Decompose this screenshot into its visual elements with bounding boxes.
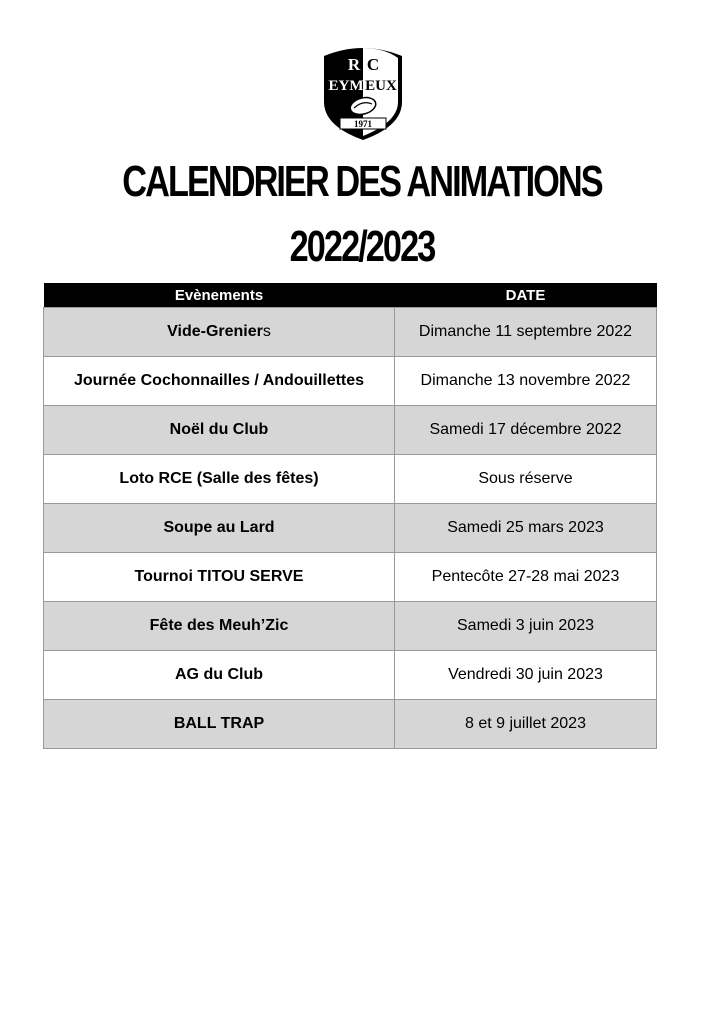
event-cell: AG du Club — [44, 651, 395, 700]
date-cell: Vendredi 30 juin 2023 — [395, 651, 657, 700]
column-header-events: Evènements — [44, 283, 395, 308]
page-title: CALENDRIER DES ANIMATIONS — [122, 157, 602, 206]
table-row — [44, 651, 657, 700]
logo-letter-r: R — [347, 55, 361, 74]
event-cell: Loto RCE (Salle des fêtes) — [44, 455, 395, 504]
date-cell: Dimanche 11 septembre 2022 — [395, 308, 657, 357]
table-row — [44, 455, 657, 504]
date-cell: Sous réserve — [395, 455, 657, 504]
event-cell: Journée Cochonnailles / Andouillettes — [44, 357, 395, 406]
event-cell: Vide-Greniers — [44, 308, 395, 357]
events-calendar-table — [43, 283, 657, 749]
date-cell: Samedi 3 juin 2023 — [395, 602, 657, 651]
date-cell: 8 et 9 juillet 2023 — [395, 700, 657, 749]
date-cell: Pentecôte 27-28 mai 2023 — [395, 553, 657, 602]
table-row — [44, 553, 657, 602]
event-cell: Fête des Meuh’Zic — [44, 602, 395, 651]
event-cell: BALL TRAP — [44, 700, 395, 749]
page-subtitle-season: 2022/2023 — [289, 222, 435, 271]
table-row — [44, 700, 657, 749]
table-header-row — [44, 283, 657, 308]
event-cell: Soupe au Lard — [44, 504, 395, 553]
table-row — [44, 406, 657, 455]
table-row — [44, 357, 657, 406]
logo-year: 1971 — [354, 119, 372, 129]
event-cell: Tournoi TITOU SERVE — [44, 553, 395, 602]
column-header-date: DATE — [395, 283, 657, 308]
date-cell: Samedi 17 décembre 2022 — [395, 406, 657, 455]
table-row — [44, 308, 657, 357]
club-logo — [318, 44, 408, 142]
table-row — [44, 602, 657, 651]
logo-name-left: EYM — [328, 78, 364, 94]
date-cell: Samedi 25 mars 2023 — [395, 504, 657, 553]
logo-name-right: EUX — [365, 78, 397, 94]
table-row — [44, 504, 657, 553]
date-cell: Dimanche 13 novembre 2022 — [395, 357, 657, 406]
logo-letter-c: C — [366, 55, 380, 74]
event-cell: Noël du Club — [44, 406, 395, 455]
